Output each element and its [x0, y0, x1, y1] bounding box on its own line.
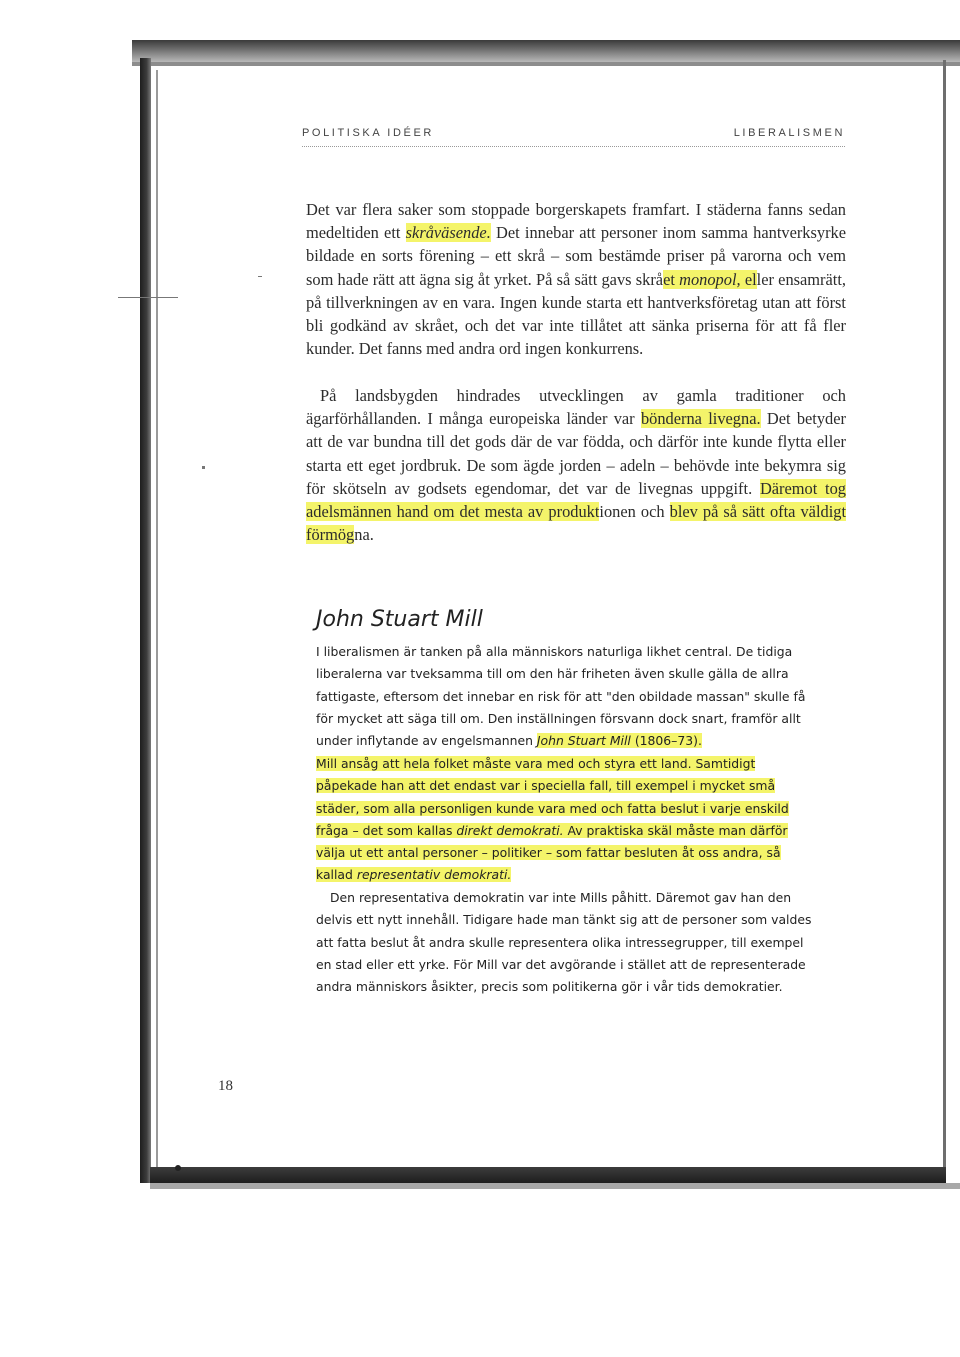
body-paragraph-1: Det var flera saker som stoppade borgerskapets framfart. I städerna fanns sedan medeltiden ett skråväsende. Det innebar att personer inom samma hantverksyrke bildade en sorts förening – ett skrå – som bestämde priser på varorna och vem som hade rätt att ägna sig åt yrket. På så sätt gavs skrået monopol, eller ensamrätt, på tillverkningen av en vara. Ingen kunde starta ett hantverksföretag utan att först bli godkänd av skrået, och det var inte tillåtet att sänka priserna för att få fler kunder. Det fanns med andra ord ingen konkurrens.: [306, 200, 846, 359]
term-skravasende: skråväsende.: [405, 223, 491, 243]
scan-dot: [175, 1165, 181, 1171]
scan-margin-mark: [118, 297, 178, 298]
scan-border-top-stripe: [132, 62, 960, 66]
scan-border-top: [132, 40, 960, 62]
body-paragraph-2: På landsbygden hindrades utvecklingen av gamla traditioner och ägarförhållanden. I många europeiska länder var bönderna livegna. Det betyder att de var bundna till det gods där de var födda, och därför inte kunde flytta eller starta ett eget jordbruk. De som ägde jorden – adeln – behövde inte bekymra sig för skötseln av godsets egendomar, det var de livegnas uppgift. Däremot tog adelsmännen hand om det mesta av produktionen och blev på så sätt ofta väldigt förmögna.: [306, 386, 847, 545]
running-header-right: LIBERALISMEN: [733, 127, 845, 139]
running-header-left: POLITISKA IDÉER: [302, 127, 434, 139]
header-rule: [302, 146, 845, 147]
scan-margin-mark: [258, 276, 262, 277]
scan-border-bottom-light: [150, 1183, 960, 1189]
mill-paragraph-3: Den representativa demokratin var inte Mills påhitt. Däremot gav han den delvis ett nytt innehåll. Tidigare hade man tänkt sig att de personer som valdes att fatta beslut åt andra skulle representera olika intressegrupper, till exempel en stad eller ett yrke. För Mill var det avgörande i stället att de representerade andra människors åsikter, precis som politikerna gör i vår tids demokratier.: [316, 890, 812, 995]
page-number: 18: [218, 1078, 233, 1094]
term-representativ-demokrati: representativ demokrati.: [356, 867, 512, 883]
scan-border-left: [140, 58, 151, 1183]
highlight-adelsman: Däremot tog adelsmännen hand om det mesta av produkt: [306, 478, 846, 522]
term-direkt-demokrati: direkt demokrati.: [456, 822, 564, 838]
highlight-livegna: bönderna livegna.: [640, 409, 761, 429]
highlight-formogna: blev på så sätt ofta väldigt förmög: [306, 502, 847, 545]
section-title: John Stuart Mill: [316, 607, 483, 632]
term-monopol: monopol,: [679, 269, 741, 289]
scan-margin-mark: [202, 466, 205, 469]
mill-paragraph-2: Mill ansåg att hela folket måste vara med och styra ett land. Samtidigt påpekade han att det endast var i speciella fall, till exempel i mycket små städer, som alla personligen kunde vara med och fatta beslut i varje enskild fråga – det som kallas direkt demokrati. Av praktiska skäl måste man därför välja ut ett antal personer – politiker – som fattar besluten åt oss andra, så kallad representativ demokrati.: [316, 756, 789, 883]
scan-border-right: [943, 60, 946, 1180]
term-john-stuart-mill: John Stuart Mill: [536, 733, 631, 749]
scan-border-left-thin: [156, 70, 158, 1170]
scan-border-bottom: [150, 1167, 946, 1183]
mill-paragraph-1: I liberalismen är tanken på alla människors naturliga likhet central. De tidiga liberalerna var tveksamma till om den här friheten även skulle gälla de allra fattigaste, eftersom det innebar en risk för att "den obildade massan" skulle få för mycket att säga till om. Den inställningen försvann dock snart, framför allt under inflytande av engelsmannen John Stuart Mill (1806–73).: [316, 644, 806, 749]
